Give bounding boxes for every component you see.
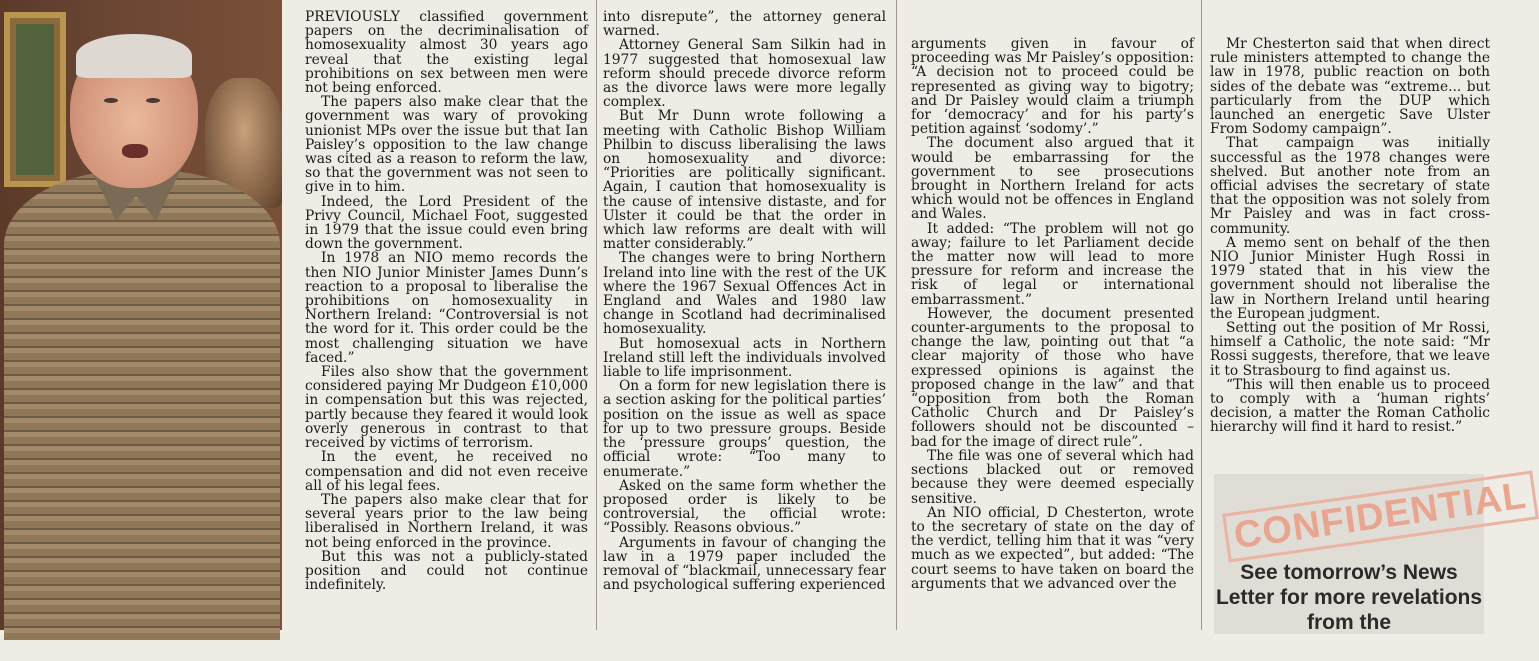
- article-column-4: [1210, 37, 1490, 477]
- paragraph: arguments given in favour of proceeding was Mr Paisley’s opposition: “A decision not to proceed could be represented as giving way to bigotry; and Dr Paisley would claim a triumph for ‘democracy’ and for his party’s petition against ‘sodomy’.”: [911, 36, 1194, 138]
- paragraph: It added: “The problem will not go away; failure to let Parliament decide the matter now will lead to more pressure for reform and increase the risk of legal or international embarrassment.”: [911, 220, 1194, 308]
- article-column-2: [603, 10, 886, 634]
- paragraph: That campaign was initially successful as the 1978 changes were shelved. But another note from an official advises the secretary of state that the opposition was not solely from Mr Paisley and was in fact cross-community.: [1210, 135, 1490, 237]
- paragraph: Mr Chesterton said that when direct rule ministers attempted to change the law in 1978, public reaction on both sides of the debate was “extreme... but particularly from the DUP which launched an energetic Save Ulster From Sodomy campaign”.: [1210, 36, 1490, 138]
- headline-fragment: [896, 0, 1500, 30]
- promo-text: See tomorrow’s News Letter for more revelations from the: [1215, 561, 1483, 634]
- photo-gutter: [282, 0, 292, 630]
- confidential-stamp: CONFIDENTIAL: [1222, 470, 1539, 562]
- paragraph: The papers also make clear that for several years prior to the law being liberalised in Northern Ireland, it was not being enforced in the province.: [305, 491, 588, 551]
- paragraph: But this was not a publicly-stated position and could not continue indefinitely.: [305, 548, 588, 594]
- paragraph: Indeed, the Lord President of the Privy Council, Michael Foot, suggested in 1979 that the issue could even bring down the government.: [305, 193, 588, 253]
- man-photo: [0, 0, 282, 630]
- paragraph: An NIO official, D Chesterton, wrote to the secretary of state on the day of the verdict, telling him that it was “very much as we expected”, but added: “The court seems to have taken on board the arguments that we advanced over the: [911, 504, 1194, 592]
- right-eye: [146, 98, 160, 103]
- paragraph: Setting out the position of Mr Rossi, himself a Catholic, the note said: “Mr Rossi suggests, therefore, that we leave it to Strasbourg to find against us.: [1210, 320, 1490, 379]
- paragraph: Asked on the same form whether the proposed order is likely to be controversial, the official wrote: “Possibly. Reasons obvious.”: [603, 477, 886, 537]
- striped-polo-shirt: [4, 170, 280, 640]
- left-eye: [104, 98, 118, 103]
- paragraph: The document also argued that it would be embarrassing for the government to see prosecutions brought in Northern Ireland for acts which would not be offences in England and Wales.: [911, 135, 1194, 223]
- paragraph: However, the document presented counter-arguments to the proposal to change the law, pointing out that “a clear majority of those who have expressed opinions is against the proposed change in the law” and that “opposition from both the Roman Catholic Church and Dr Paisley’s followers should not be discounted – bad for the image of direct rule”.: [911, 305, 1194, 450]
- grey-hair: [76, 34, 192, 78]
- column-rule: [596, 0, 597, 630]
- promo-box: [1214, 474, 1530, 634]
- paragraph: “This will then enable us to proceed to comply with a ‘human rights’ decision, a matter the Roman Catholic hierarchy will find it hard to resist.”: [1210, 376, 1490, 436]
- paragraph: In the event, he received no compensation and did not even receive all of his legal fees.: [305, 449, 588, 494]
- paragraph: into disrepute”, the attorney general warned.: [603, 9, 886, 40]
- paragraph: Files also show that the government considered paying Mr Dudgeon £10,000 in compensation but this was rejected, partly because they feared it would look overly generous in contrast to that received by victims of terrorism.: [305, 364, 588, 452]
- paragraph: PREVIOUSLY classified government papers on the decriminalisation of homosexuality almost 30 years ago reveal that the existing legal prohibitions on sex between men were not being enforced.: [305, 9, 588, 97]
- paragraph: The changes were to bring Northern Ireland into line with the rest of the UK where the 1967 Sexual Offences Act in England and Wales and 1980 law change in Scotland had decriminalised homosexuality.: [603, 250, 886, 338]
- paragraph: But homosexual acts in Northern Ireland still left the individuals involved liable to life imprisonment.: [603, 335, 886, 381]
- column-rule: [1201, 0, 1202, 630]
- paragraph: In 1978 an NIO memo records the then NIO Junior Minister James Dunn’s reaction to a proposal to liberalise the prohibitions on homosexuality in Northern Ireland: “Controversial is not the word for it. This order could be the most challenging situation we have faced.”: [305, 250, 588, 366]
- paragraph: Attorney General Sam Silkin had in 1977 suggested that homosexual law reform should precede divorce reform as the divorce laws were more legally complex.: [603, 37, 886, 111]
- paragraph: The papers also make clear that the government was wary of provoking unionist MPs over the issue but that Ian Paisley’s opposition to the law change was cited as a reason to reform the law, so that the government was not seen to give in to him.: [305, 94, 588, 196]
- paragraph: A memo sent on behalf of the then NIO Junior Minister Hugh Rossi in 1979 stated that in his view the government should not liberalise the law in Northern Ireland until hearing the European judgment.: [1210, 234, 1490, 322]
- paragraph: On a form for new legislation there is a section asking for the political parties’ position on the issue as well as space for up to two pressure groups. Beside the ‘pressure groups’ question, the official wrote: “Too many to enumerate.”: [603, 378, 886, 480]
- article-column-3: [911, 37, 1194, 661]
- paragraph: But Mr Dunn wrote following a meeting with Catholic Bishop William Philbin to discuss liberalising the laws on homosexuality and divorce: “Priorities are politically significant. Again, I caution that homosexuality is the cause of intensive distaste, and for Ulster it could be that the order in which law reforms are dealt with will matter considerably.”: [603, 108, 886, 253]
- wall-picture-frame: [4, 12, 66, 187]
- article-column-1: [305, 10, 588, 634]
- open-mouth: [122, 144, 148, 158]
- column-rule: [896, 0, 897, 630]
- paragraph: The file was one of several which had sections blacked out or removed because they were deemed especially sensitive.: [911, 447, 1194, 507]
- paragraph: Arguments in favour of changing the law in a 1979 paper included the removal of “blackmail, unnecessary fear and psychological suffering experienced: [603, 534, 886, 594]
